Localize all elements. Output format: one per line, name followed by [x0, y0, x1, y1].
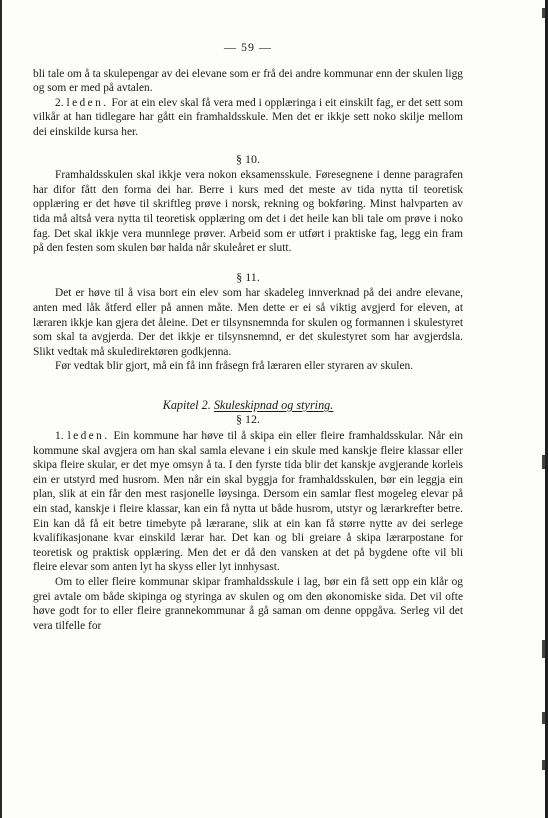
paragraph-continuation: bli tale om å ta skulepengar av dei elevane som er frå dei andre kommunar enn der skulen ligg og som er med på avtalen. — [33, 67, 463, 95]
paragraph-item-2 — [33, 96, 463, 140]
section-10-text: Framhaldsskulen skal ikkje vera nokon eksamensskule. Føresegnene i denne paragrafen har difor fått den forma dei har. Berre i kurs med det meste av tida nytta til teoretisk opplæring er det høve til skriftleg prøve i norsk, rekning og bokføring. Minst halvparten av tida må altså vera nytta til teoretisk opplæring om det i det heile kan bli tale om prøve i noko fag. Det skal ikkje vera munnlege prøver. Arbeid som er utført i praktiske fag, legg ein fram på den festen som skulen bør halda når skuleåret er slutt. — [33, 169, 463, 255]
page-content — [33, 40, 463, 633]
section-11-text-1: Det er høve til å visa bort ein elev som har skadeleg innverknad på dei andre elevane, anten med låk åtferd eller på annen måte. Men dette er ei så viktig avgjerd for eleven, at læraren ikkje kan gjera det åleine. Det er tilsynsnemnda for skulen og formannen i skulestyret som skal ta avgjerda. Der det ikkje er tilsynsnemnd, er det skulestyret som har avgjerdsla. Slikt vedtak må skuledirektøren godkjenna. — [33, 287, 463, 358]
section-12-text-2: Om to eller fleire kommunar skipar framhaldsskule i lag, bør ein få sett opp ein klår og grei avtale om både skipinga og styringa av skulen og om den økonomiske sida. Det vil ofte høve godt for to eller fleire grannekommunar å gå saman om denne oppgåva. Serleg vil det vera tilfelle for — [33, 576, 463, 632]
item-1-number: 1. — [55, 430, 64, 443]
item-2-spaced-word: leden. — [66, 96, 109, 109]
item-2-text: For at ein elev skal få vera med i opplæringa i eit einskilt fag, er det sett som vilkår at han tidlegare har gått ein framhaldsskule. Men det er ikkje sett noko skilje mellom dei einskilde kursa her. — [33, 96, 463, 138]
chapter-prefix: Kapitel 2. — [162, 397, 211, 412]
section-12-heading: § 12. — [236, 412, 260, 427]
edge-mark — [542, 640, 545, 658]
page-number: — 59 — — [224, 40, 272, 54]
edge-mark — [542, 8, 545, 18]
chapter-title: Skuleskipnad og styring. — [213, 397, 334, 412]
chapter-heading — [33, 398, 463, 413]
page-left-edge — [0, 0, 2, 818]
edge-mark — [542, 712, 545, 724]
item-1-text: Ein kommune har høve til å skipa ein eller fleire framhaldsskular. Når ein kommune skal avgjera om han skal samla elevane i ein skule med kanskje fleire klassar eller skipa fleire skular, er det mye omsyn å ta. I den fyrste tida blir det kanskje avgjerande korleis ein er utstyrd med husrom. Men når ein skal byggja for framhaldsskulen, bør ein leggja ein plan, slik at ein får den mest rasjonelle løysinga. Dersom ein samlar flest mogeleg elevar på ein stad, kanskje i fleire klassar, kan ein få nytta ut både husrom, utstyr og lærarkrefter betre. Ein kan då få eit betre timebyte på lærarane, slik at ein kan få større nytte av dei serlege kvalifikasjonane kvar einskild lærar har. Det kan og bli greiare å skipa lærarpostane for teoretisk og praktisk opplæring. Men det er då den vansken at det på bygdene ofte vil bli fleire elevar som anten lyt ha skyss eller lyt innhysast. — [33, 430, 463, 574]
item-1-spaced-word: leden. — [67, 430, 110, 443]
edge-mark — [542, 455, 545, 469]
section-11-heading: § 11. — [236, 269, 260, 284]
edge-mark — [542, 760, 545, 770]
item-2-number: 2. — [55, 96, 64, 109]
section-11-text-2: Før vedtak blir gjort, må ein få inn fråsegn frå læraren eller styraren av skulen. — [55, 360, 414, 373]
section-12-item-1 — [33, 429, 463, 575]
section-10-heading: § 10. — [236, 151, 260, 166]
